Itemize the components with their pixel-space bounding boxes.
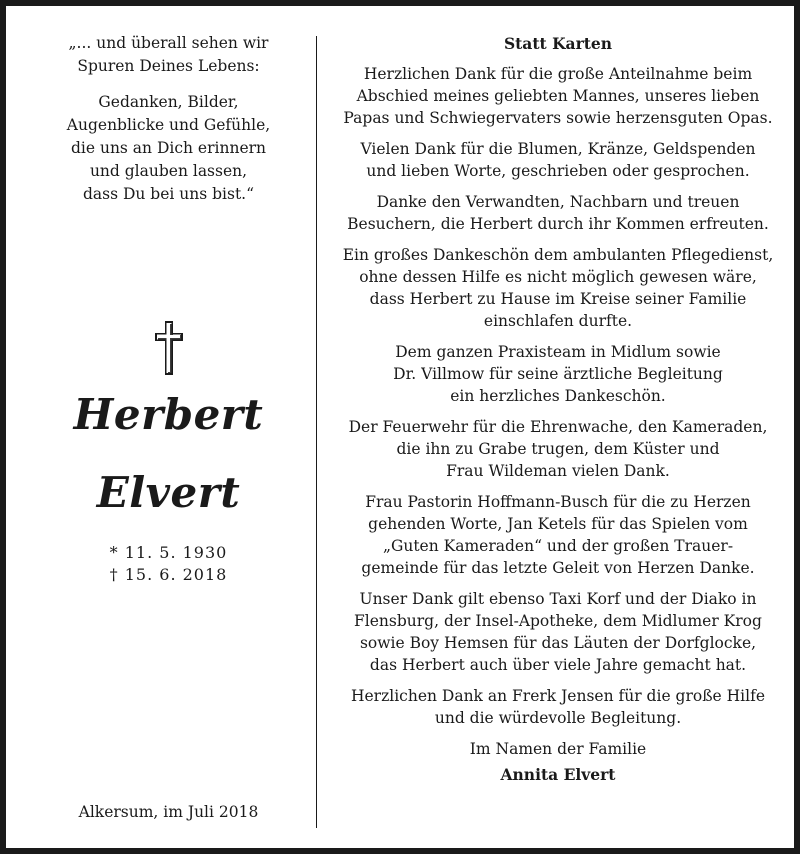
thanks-line: das Herbert auch über viele Jahre gemacht hat. [369,656,747,674]
place-and-date: Alkersum, im Juli 2018 [78,803,259,821]
latin-cross-icon [153,319,185,377]
thanks-line: Papas und Schwiegervaters sowie herzensguten Opas. [343,109,773,127]
signer-name: Annita Elvert [500,765,616,784]
life-dates [26,542,311,586]
quote-line: Augenblicke und Gefühle, [66,116,271,134]
thanks-line: Der Feuerwehr für die Ehrenwache, den Kameraden, [348,418,768,436]
thanks-paragraph [324,416,792,482]
left-column [26,6,311,848]
thanks-line: ohne dessen Hilfe es nicht möglich gewesen wäre, [359,268,757,286]
thanks-line: sowie Boy Hemsen für das Läuten der Dorfglocke, [359,634,757,652]
thanks-paragraph [324,244,792,332]
quote-line: Spuren Deines Lebens: [77,57,260,75]
thanks-paragraph [324,491,792,579]
thanks-line: einschlafen durfte. [483,312,633,330]
thanks-line: Dr. Villmow für seine ärztliche Begleitung [393,365,723,383]
thanks-line: Flensburg, der Insel-Apotheke, dem Midlumer Krog [354,612,762,630]
quote-line: Gedanken, Bilder, [98,93,239,111]
thanks-line: dass Herbert zu Hause im Kreise seiner Familie [369,290,747,308]
thanks-line: Dem ganzen Praxisteam in Midlum sowie [395,343,721,361]
quote-line: die uns an Dich erinnern [70,139,267,157]
memorial-quote [26,32,311,219]
thanks-line: ein herzliches Dankeschön. [450,387,666,405]
deceased-last-name: Elvert [96,468,241,517]
thanks-paragraph [324,685,792,729]
thanks-line: Besuchern, die Herbert durch ihr Kommen erfreuten. [347,215,769,233]
right-column [324,33,792,786]
notice-heading: Statt Karten [503,34,613,53]
thanks-line: gemeinde für das letzte Geleit von Herzen Danke. [361,559,755,577]
thanks-line: Herzlichen Dank für die große Anteilnahme beim [363,65,753,83]
quote-stanza-2 [26,91,311,206]
thanks-line: Frau Wildeman vielen Dank. [446,462,670,480]
quote-line: „... und überall sehen wir [68,34,269,52]
column-divider [316,36,317,828]
thanks-line: und lieben Worte, geschrieben oder gesprochen. [366,162,750,180]
thanks-line: Frau Pastorin Hoffmann-Busch für die zu Herzen [365,493,751,511]
thanks-paragraph [324,588,792,676]
quote-line: und glauben lassen, [89,162,248,180]
birth-date: * 11. 5. 1930 [109,543,228,562]
thanks-line: Abschied meines geliebten Mannes, unseres lieben [356,87,760,105]
thanks-line: und die würdevolle Begleitung. [434,709,682,727]
thanks-line: Vielen Dank für die Blumen, Kränze, Geldspenden [360,140,756,158]
thanks-line: Unser Dank gilt ebenso Taxi Korf und der Diako in [359,590,757,608]
thanks-line: „Guten Kameraden“ und der großen Trauer- [382,537,734,555]
thanks-paragraph [324,191,792,235]
thanks-line: Ein großes Dankeschön dem ambulanten Pflegedienst, [342,246,774,264]
thanks-line: gehenden Worte, Jan Ketels für das Spielen vom [368,515,748,533]
thanks-line: die ihn zu Grabe trugen, dem Küster und [396,440,720,458]
thanks-paragraph [324,341,792,407]
thanks-line: Danke den Verwandten, Nachbarn und treuen [376,193,740,211]
death-date: † 15. 6. 2018 [109,565,228,584]
thanks-line: Herzlichen Dank an Frerk Jensen für die große Hilfe [350,687,765,705]
closing-line: Im Namen der Familie [469,740,647,758]
thanks-paragraph [324,63,792,129]
thanks-paragraph [324,138,792,182]
deceased-first-name: Herbert [73,390,264,439]
quote-line: dass Du bei uns bist.“ [82,185,255,203]
quote-stanza-1 [26,32,311,78]
